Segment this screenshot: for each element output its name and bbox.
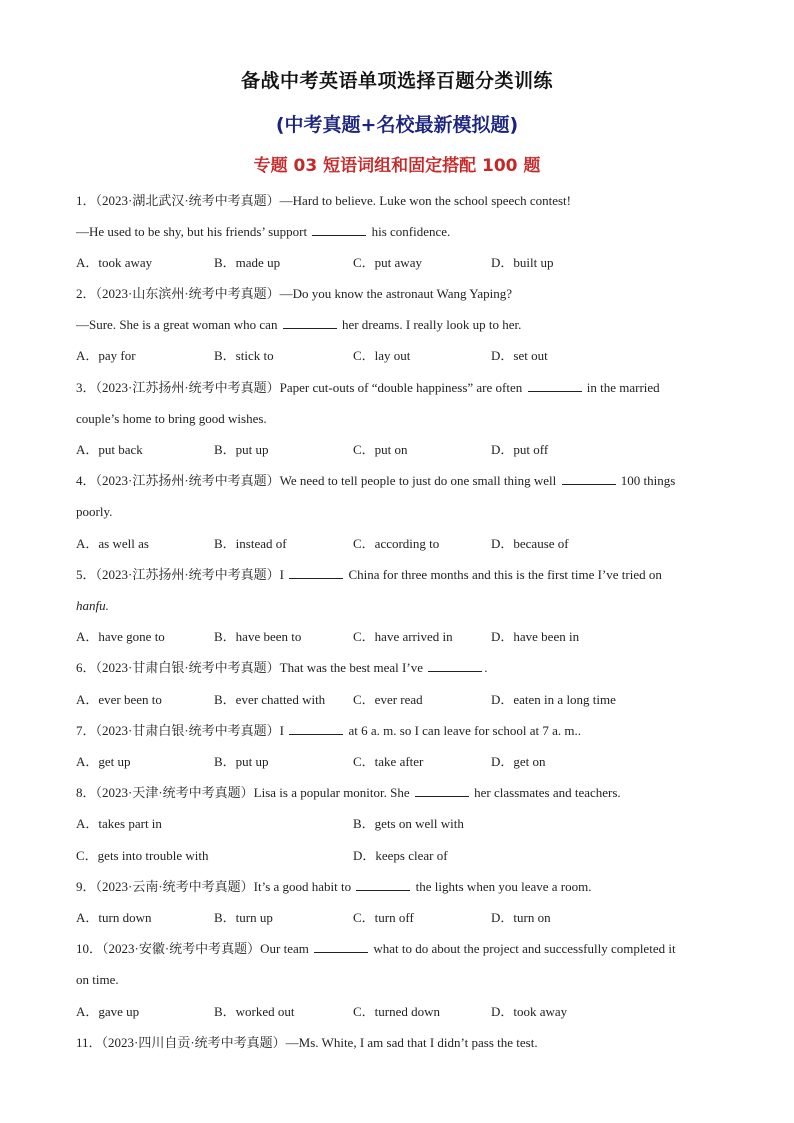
option-b: B．ever chatted with [214,692,326,707]
option-c: C．according to [353,536,440,551]
option-d: D．because of [491,536,569,551]
option-d: D．took away [491,1004,568,1019]
answer-blank [415,784,469,797]
question-stem: 10．（2023·安徽·统考中考真题）Our team what to do about the project and successfully completed it [76,941,676,956]
answer-blank [562,472,616,485]
question-stem: poorly. [76,504,113,519]
document-subtitle: (中考真题+名校最新模拟题) [275,114,519,136]
document-title: 备战中考英语单项选择百题分类训练 [240,70,553,92]
option-a: A．took away [76,255,153,270]
question-stem: —Sure. She is a great woman who can her dreams. I really look up to her. [76,317,522,332]
option-c: C．have arrived in [353,629,453,644]
question-stem: 7．（2023·甘肃白银·统考中考真题）I at 6 a. m. so I can leave for school at 7 a. m.. [76,723,581,738]
question-stem: 5．（2023·江苏扬州·统考中考真题）I China for three months and this is the first time I’ve tried on [76,567,662,582]
option-b: B．put up [214,442,269,457]
option-c: C．turned down [353,1004,441,1019]
option-a: A．pay for [76,348,136,363]
option-d: D．put off [491,442,549,457]
topic-heading: 专题 03 短语词组和固定搭配 100 题 [253,156,541,176]
option-a: A．gave up [76,1004,140,1019]
question-stem: 9．（2023·云南·统考中考真题）It’s a good habit to the lights when you leave a room. [76,879,592,894]
option-b: B．put up [214,754,269,769]
option-a: A．get up [76,754,131,769]
question-stem: 11．（2023·四川自贡·统考中考真题）—Ms. White, I am sad that I didn’t pass the test. [76,1035,538,1050]
option-b: B．turn up [214,910,273,925]
option-c: C．put on [353,442,408,457]
question-stem: 1．（2023·湖北武汉·统考中考真题）—Hard to believe. Luke won the school speech contest! [76,193,571,208]
option-a: A．takes part in [76,816,162,831]
answer-blank [528,379,582,392]
option-d: D．built up [491,255,554,270]
option-b: B．made up [214,255,281,270]
option-d: D．have been in [491,629,580,644]
option-a: A．as well as [76,536,149,551]
option-d: D．keeps clear of [353,848,448,863]
question-stem: 3．（2023·江苏扬州·统考中考真题）Paper cut-outs of “double happiness” are often in the married [76,380,660,395]
question-stem: couple’s home to bring good wishes. [76,411,267,426]
answer-blank [312,223,366,236]
option-d: D．set out [491,348,548,363]
option-a: A．have gone to [76,629,165,644]
option-c: C．gets into trouble with [76,848,209,863]
option-a: A．ever been to [76,692,162,707]
option-b: B．have been to [214,629,302,644]
option-c: C．put away [353,255,422,270]
question-stem: on time. [76,972,119,987]
option-a: A．put back [76,442,143,457]
question-stem: —He used to be shy, but his friends’ support his confidence. [76,224,451,239]
answer-blank [289,566,343,579]
answer-blank [289,722,343,735]
option-c: C．turn off [353,910,414,925]
question-stem: 6．（2023·甘肃白银·统考中考真题）That was the best meal I’ve . [76,660,488,675]
question-stem: 8．（2023·天津·统考中考真题）Lisa is a popular monitor. She her classmates and teachers. [76,785,621,800]
option-b: B．stick to [214,348,274,363]
option-a: A．turn down [76,910,152,925]
question-stem: 2．（2023·山东滨州·统考中考真题）—Do you know the astronaut Wang Yaping? [76,286,512,301]
answer-blank [314,940,368,953]
answer-blank [356,878,410,891]
question-stem: hanfu. [76,598,109,613]
answer-blank [283,316,337,329]
option-d: D．eaten in a long time [491,692,616,707]
answer-blank [428,659,482,672]
option-b: B．instead of [214,536,287,551]
option-c: C．take after [353,754,424,769]
option-c: C．ever read [353,692,423,707]
option-b: B．worked out [214,1004,295,1019]
question-stem: 4．（2023·江苏扬州·统考中考真题）We need to tell people to just do one small thing well 100 things [76,473,676,488]
option-d: D．get on [491,754,546,769]
option-c: C．lay out [353,348,411,363]
option-d: D．turn on [491,910,551,925]
option-b: B．gets on well with [353,816,464,831]
